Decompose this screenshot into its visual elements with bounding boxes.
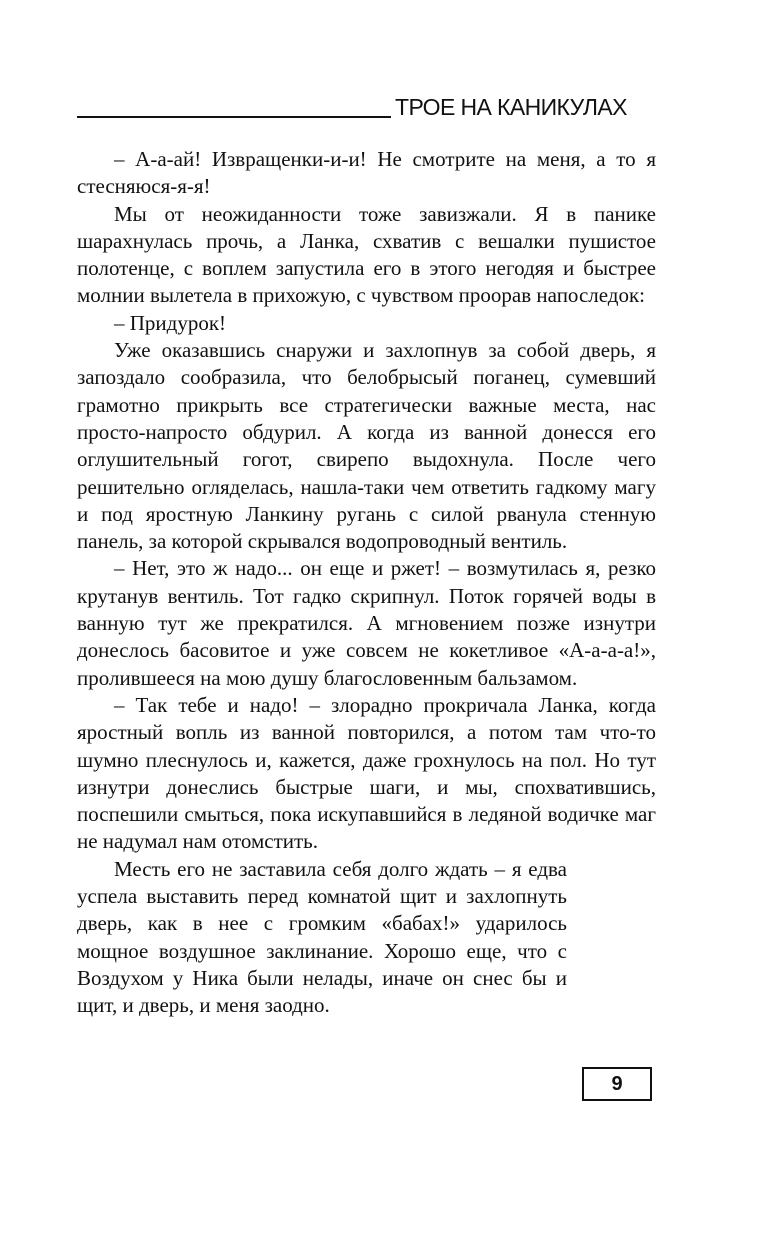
paragraph: Мы от неожиданности тоже завизжали. Я в панике шарахнулась прочь, а Ланка, схватив с вешалки пушистое полотенце, с воплем запустила его в этого негодяя и быстрее молнии вылетела в прихожую, с чувством проорав напоследок: — [77, 201, 656, 308]
header-rule — [77, 116, 391, 118]
paragraph: – Так тебе и надо! – злорадно прокричала Ланка, когда яростный вопль из ванной повторился, а потом там что-то шумно плеснулось и, кажется, даже грохнулось на пол. Но тут изнутри донеслись быстрые шаги, и мы, спохватившись, поспешили смыться, пока искупавшийся в ледяной водичке маг не надумал нам отомстить. — [77, 692, 656, 854]
running-title: ТРОЕ НА КАНИКУЛАХ — [395, 94, 627, 120]
body-text — [77, 146, 656, 1020]
page-number — [582, 1067, 652, 1101]
page-number-label: 9 — [611, 1072, 623, 1095]
paragraph: – Придурок! — [114, 310, 227, 335]
paragraph: – А-а-ай! Извращенки-и-и! Не смотрите на меня, а то я стесняюся-я-я! — [77, 147, 656, 199]
paragraph: – Нет, это ж надо... он еще и ржет! – возмутилась я, резко крутанув вентиль. Тот гадко скрипнул. Поток горячей воды в ванную тут же прекратился. А мгновением позже изнутри донеслось басовитое и уже совсем не кокетливое «А-а-а-а!», пролившееся на мою душу благословенным бальзамом. — [77, 556, 656, 690]
paragraph: Уже оказавшись снаружи и захлопнув за собой дверь, я запоздало сообразила, что белобрысый поганец, сумевший грамотно прикрыть все стратегически важные места, нас просто-напросто обдурил. А когда из ванной донесся его оглушительный гогот, свирепо выдохнула. После чего решительно огляделась, нашла-таки чем ответить гадкому магу и под яростную Ланкину ругань с силой рванула стенную панель, за которой скрывался водопроводный вентиль. — [77, 338, 656, 554]
paragraph: Месть его не заставила себя долго ждать – я едва успела выставить перед комнатой щит и захлопнуть дверь, как в нее с громким «бабах!» ударилось мощное воздушное заклинание. Хорошо еще, что с Воздухом у Ника были нелады, иначе он снес бы и щит, и дверь, и меня заодно. — [77, 856, 567, 1018]
page-header — [77, 92, 656, 128]
